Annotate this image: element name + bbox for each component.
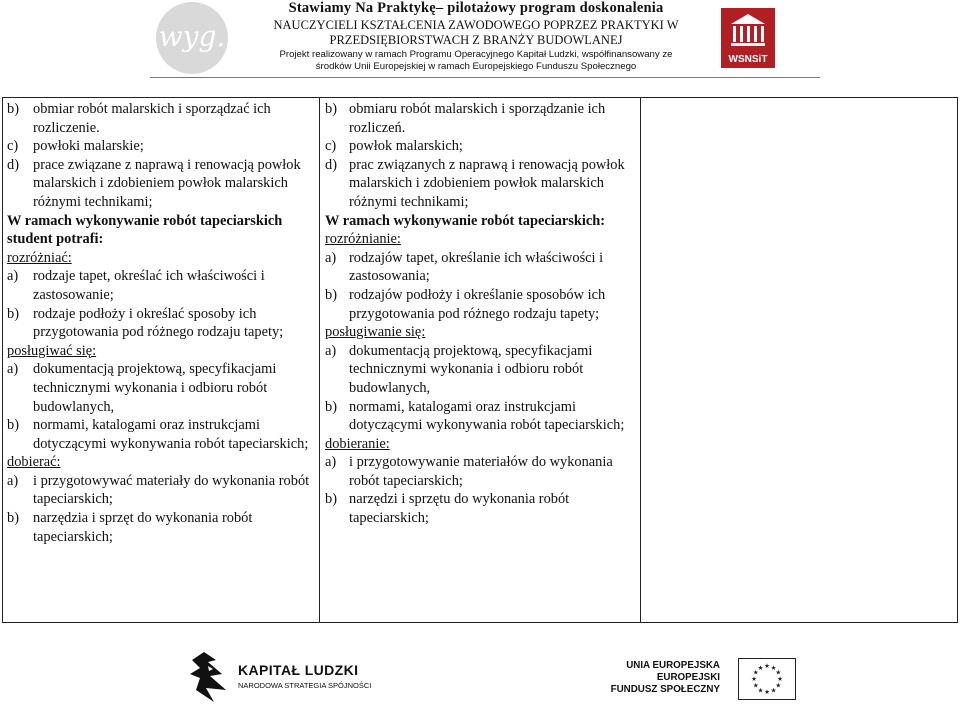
list-marker: b) [325, 398, 337, 415]
list-item [325, 137, 637, 156]
list-marker: a) [325, 249, 337, 266]
skill-heading-text: dobieranie: [325, 435, 390, 452]
list-item [325, 286, 637, 323]
list-item-text: narzędzi i sprzętu do wykonania robót tapeciarskich; [349, 491, 570, 527]
list-item [7, 416, 315, 453]
right-column-cell [325, 100, 637, 528]
eu-star-icon: ★ [757, 664, 764, 672]
list-marker: a) [325, 454, 337, 471]
list-item-text: prac związanych z naprawą i renowacją powłok malarskich i zdobieniem powłok malarskich różnymi technikami; [349, 156, 625, 210]
list-item-text: narzędzia i sprzęt do wykonania robót tapeciarskich; [33, 510, 253, 545]
list-marker: c) [325, 138, 337, 155]
skill-heading-text: rozróżnianie: [325, 231, 401, 248]
eu-star-icon: ★ [777, 676, 783, 684]
eu-star-icon: ★ [764, 663, 770, 671]
skill-heading [7, 453, 315, 472]
list-marker: a) [7, 361, 19, 378]
list-item [325, 453, 637, 490]
eu-star-icon: ★ [764, 689, 770, 697]
list-item [7, 267, 315, 304]
list-item-text: normami, katalogami oraz instrukcjami dotyczącymi wykonywania robót tapeciarskich; [349, 398, 625, 434]
list-item-text: dokumentacją projektową, specyfikacjami technicznymi wykonania i odbioru robót budowlanych, [349, 342, 593, 396]
building-icon [721, 8, 775, 52]
header-line-1: Stawiamy Na Praktykę– pilotażowy program doskonalenia [288, 0, 664, 16]
list-item-text: obmiaru robót malarskich i sporządzanie ich rozliczeń. [349, 101, 606, 136]
header-divider [150, 77, 820, 78]
list-item-text: powłoki malarskie; [33, 138, 144, 155]
project-header [236, 0, 716, 73]
list-marker: b) [7, 101, 19, 117]
list-item [325, 342, 637, 398]
list-marker: a) [7, 268, 19, 285]
skill-heading-text: rozróżniać: [7, 249, 72, 266]
list-item [325, 156, 637, 212]
list-item-text: i przygotowywać materiały do wykonania robót tapeciarskich; [33, 472, 310, 508]
list-item-text: rodzajów tapet, określanie ich właściwości i zastosowania; [349, 249, 604, 285]
list-item-text: normami, katalogami oraz instrukcjami dotyczącymi wykonywania robót tapeciarskich; [33, 417, 309, 452]
header-line-3: PRZEDSIĘBIORSTWACH Z BRANŻY BUDOWLANEJ [329, 33, 623, 47]
list-marker: a) [7, 472, 19, 489]
header-line-5: środków Unii Europejskiej w ramach Europejskiego Funduszu Społecznego [315, 61, 637, 72]
skill-heading [7, 249, 315, 268]
wsnsit-logo [721, 8, 775, 68]
list-marker: b) [325, 286, 337, 303]
university-logo [152, 0, 232, 76]
kapital-ludzki-subtitle: NARODOWA STRATEGIA SPÓJNOŚCI [238, 681, 372, 690]
header-line-2: NAUCZYCIELI KSZTAŁCENIA ZAWODOWEGO POPRZEZ PRAKTYKI W [273, 18, 679, 32]
list-item-text: rodzaje podłoży i określać sposoby ich przygotowania pod różnego rodzaju tapety; [33, 305, 284, 341]
outcomes-table [2, 97, 958, 623]
list-item [7, 360, 315, 416]
list-item [7, 100, 315, 137]
skill-heading [325, 230, 637, 249]
eu-star-icon: ★ [751, 676, 757, 684]
eu-line-1: UNIA EUROPEJSKA [626, 660, 720, 671]
list-marker: b) [7, 305, 19, 322]
wsnsit-label: WSNSiT [728, 54, 768, 65]
skill-heading-text: dobierać: [7, 454, 61, 471]
skill-heading [325, 323, 637, 342]
list-item-text: dokumentacją projektową, specyfikacjami technicznymi wykonania i odbioru robót budowlanych, [33, 361, 277, 415]
eu-star-icon: ★ [757, 687, 764, 695]
eu-star-icon: ★ [752, 682, 759, 690]
eu-logo [610, 656, 796, 704]
list-marker: b) [325, 491, 337, 508]
list-marker: b) [325, 101, 337, 117]
section-heading: W ramach wykonywanie robót tapeciarskich student potrafi: [7, 212, 283, 248]
list-item [7, 472, 315, 509]
eu-line-2: EUROPEJSKI [656, 672, 720, 683]
list-item-text: obmiar robót malarskich i sporządzać ich rozliczenie. [33, 101, 271, 136]
list-item [325, 398, 637, 435]
eu-star-icon: ★ [752, 669, 759, 677]
list-item [325, 490, 637, 527]
kapital-ludzki-logo [186, 652, 386, 704]
list-item-text: powłok malarskich; [349, 138, 463, 155]
list-marker: c) [7, 138, 19, 155]
skill-heading-text: posługiwać się: [7, 342, 97, 359]
list-item-text: prace związane z naprawą i renowacją powłok malarskich i zdobieniem powłok malarskich różnymi technikami; [33, 156, 301, 210]
list-marker: a) [325, 342, 337, 359]
list-item-text: rodzaje tapet, określać ich właściwości i zastosowanie; [33, 268, 265, 303]
list-marker: b) [7, 417, 19, 434]
column-divider [319, 98, 320, 622]
kapital-ludzki-icon [186, 652, 234, 704]
list-item [7, 509, 315, 546]
list-item [325, 100, 637, 137]
list-item-text: i przygotowywanie materiałów do wykonania robót tapeciarskich; [349, 454, 613, 489]
skill-heading-text: posługiwanie się: [325, 324, 426, 341]
left-column-cell [7, 100, 315, 546]
eu-star-icon: ★ [775, 669, 782, 677]
eu-flag-icon [738, 658, 796, 700]
list-item [325, 249, 637, 286]
eu-star-icon: ★ [770, 664, 777, 672]
list-item [7, 156, 315, 212]
skill-heading [7, 342, 315, 361]
list-marker: d) [325, 156, 337, 173]
eu-star-icon: ★ [770, 687, 777, 695]
eu-star-icon: ★ [775, 682, 782, 690]
list-marker: b) [7, 510, 19, 527]
list-item-text: rodzajów podłoży i określanie sposobów ich przygotowania pod różnego rodzaju tapety; [349, 286, 606, 322]
list-item [7, 137, 315, 156]
logo-lettering: wyg. [158, 20, 226, 53]
column-divider [640, 98, 641, 622]
kapital-ludzki-title: KAPITAŁ LUDZKI [238, 662, 359, 678]
skill-heading [325, 435, 637, 454]
header-line-4: Projekt realizowany w ramach Programu Operacyjnego Kapitał Ludzki, współfinansowany ze [279, 49, 673, 60]
list-item [7, 305, 315, 342]
eu-text [600, 660, 720, 696]
eu-line-3: FUNDUSZ SPOŁECZNY [610, 684, 720, 695]
list-marker: d) [7, 156, 19, 173]
section-heading: W ramach wykonywanie robót tapeciarskich: [325, 212, 606, 229]
